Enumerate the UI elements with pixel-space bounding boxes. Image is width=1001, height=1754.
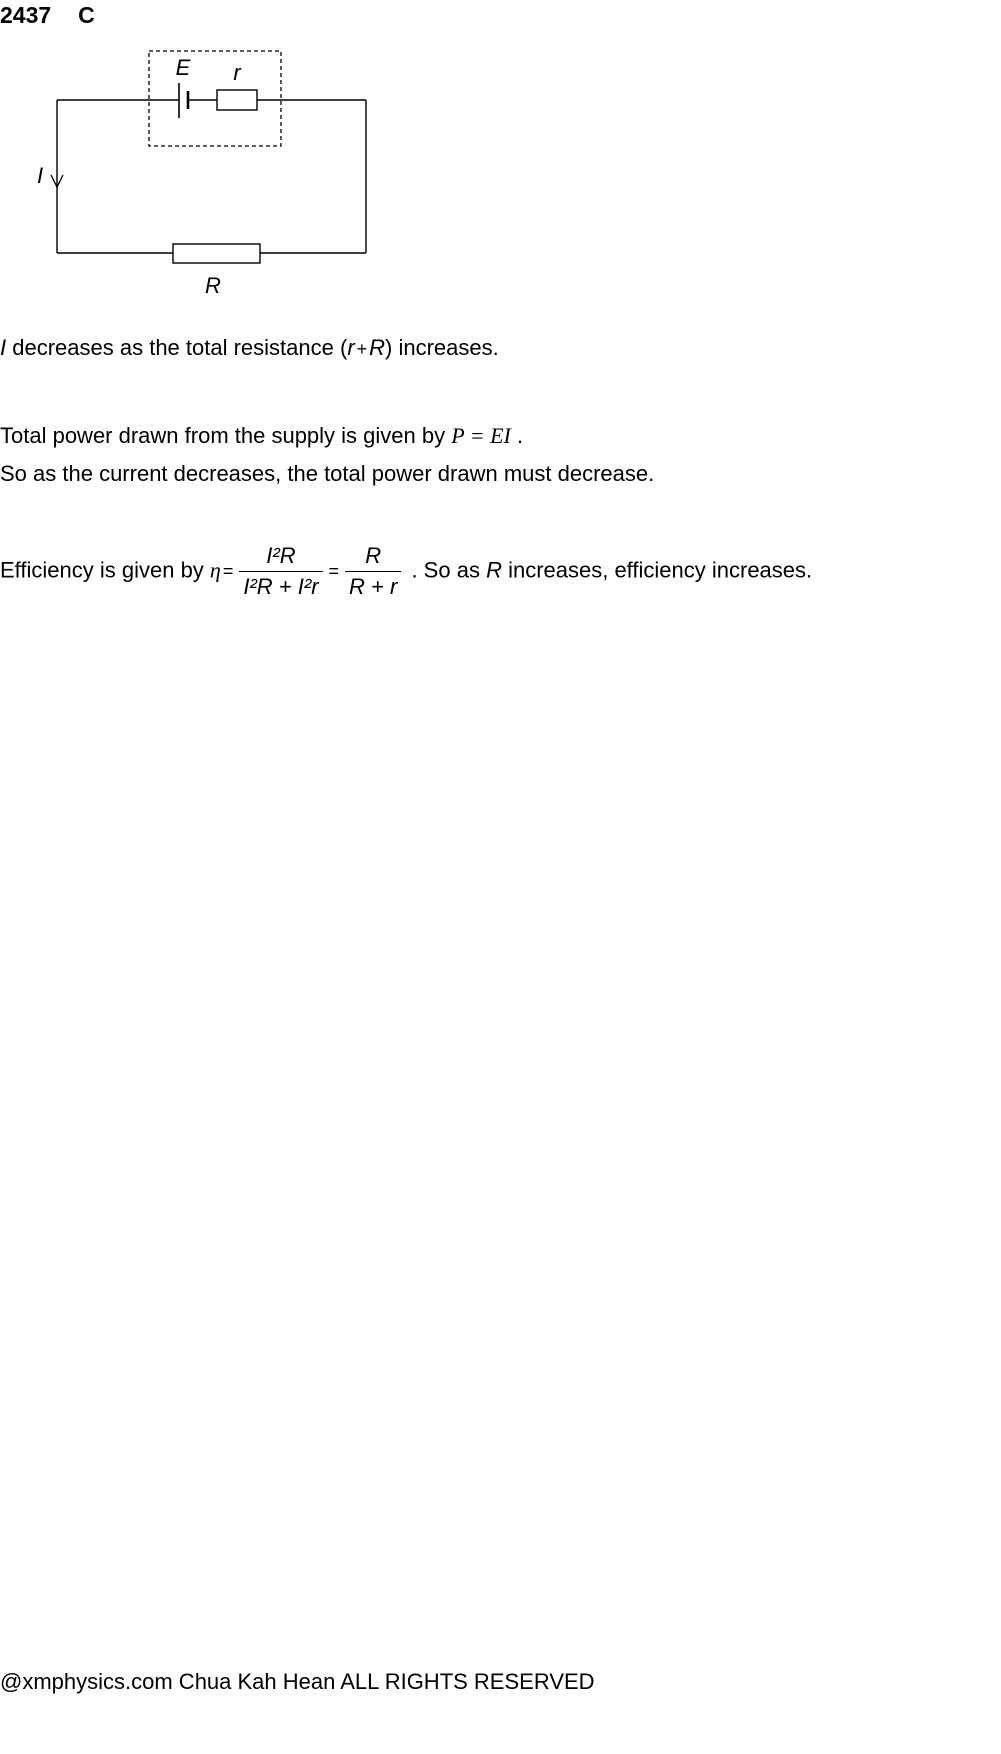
source-enclosure: [149, 51, 281, 146]
line1-text-a: decreases as the total resistance: [6, 335, 340, 360]
line2-text-b: .: [510, 423, 524, 448]
explanation-line-2: [0, 421, 523, 451]
explanation-line-4: [0, 543, 812, 600]
eta-symbol: η: [209, 557, 221, 583]
line4-text-a: Efficiency is given by: [0, 557, 210, 583]
circuit-diagram: [0, 40, 380, 298]
var-R: R: [486, 557, 502, 583]
internal-resistor: [217, 90, 257, 110]
explanation-line-3: So as the current decreases, the total power drawn must decrease.: [0, 461, 655, 486]
equals-sign-2: =: [328, 561, 340, 582]
efficiency-fraction-1: [239, 543, 322, 600]
line4-text-b: . So as: [405, 557, 487, 583]
line4-text-c: increases, efficiency increases.: [501, 557, 813, 583]
fraction-2-denominator: R + r: [349, 574, 398, 599]
label-external-resistance: R: [205, 273, 221, 298]
fraction-1-denominator: I²R + I²r: [243, 574, 319, 599]
copyright-footer: @xmphysics.com Chua Kah Hean ALL RIGHTS RESERVED: [0, 1669, 595, 1694]
question-header: [0, 0, 95, 30]
var-I: I: [0, 335, 7, 360]
efficiency-fraction-2: [345, 543, 401, 600]
line1-text-b: increases.: [392, 335, 499, 360]
fraction-2-numerator: R: [345, 543, 401, 572]
line2-text-a: Total power drawn from the supply is given by: [0, 423, 452, 448]
external-resistor: [173, 244, 260, 263]
explanation-line-1: [0, 333, 499, 364]
power-equation: P = EI: [451, 423, 511, 448]
label-emf: E: [175, 55, 191, 80]
label-current: I: [36, 163, 44, 188]
answer-letter: C: [78, 2, 95, 28]
equals-sign: =: [222, 561, 234, 582]
resistance-expression: (r +R): [339, 335, 393, 360]
label-internal-resistance: r: [233, 60, 241, 85]
fraction-1-numerator: I²R: [239, 543, 322, 572]
question-number: 2437: [0, 2, 52, 28]
